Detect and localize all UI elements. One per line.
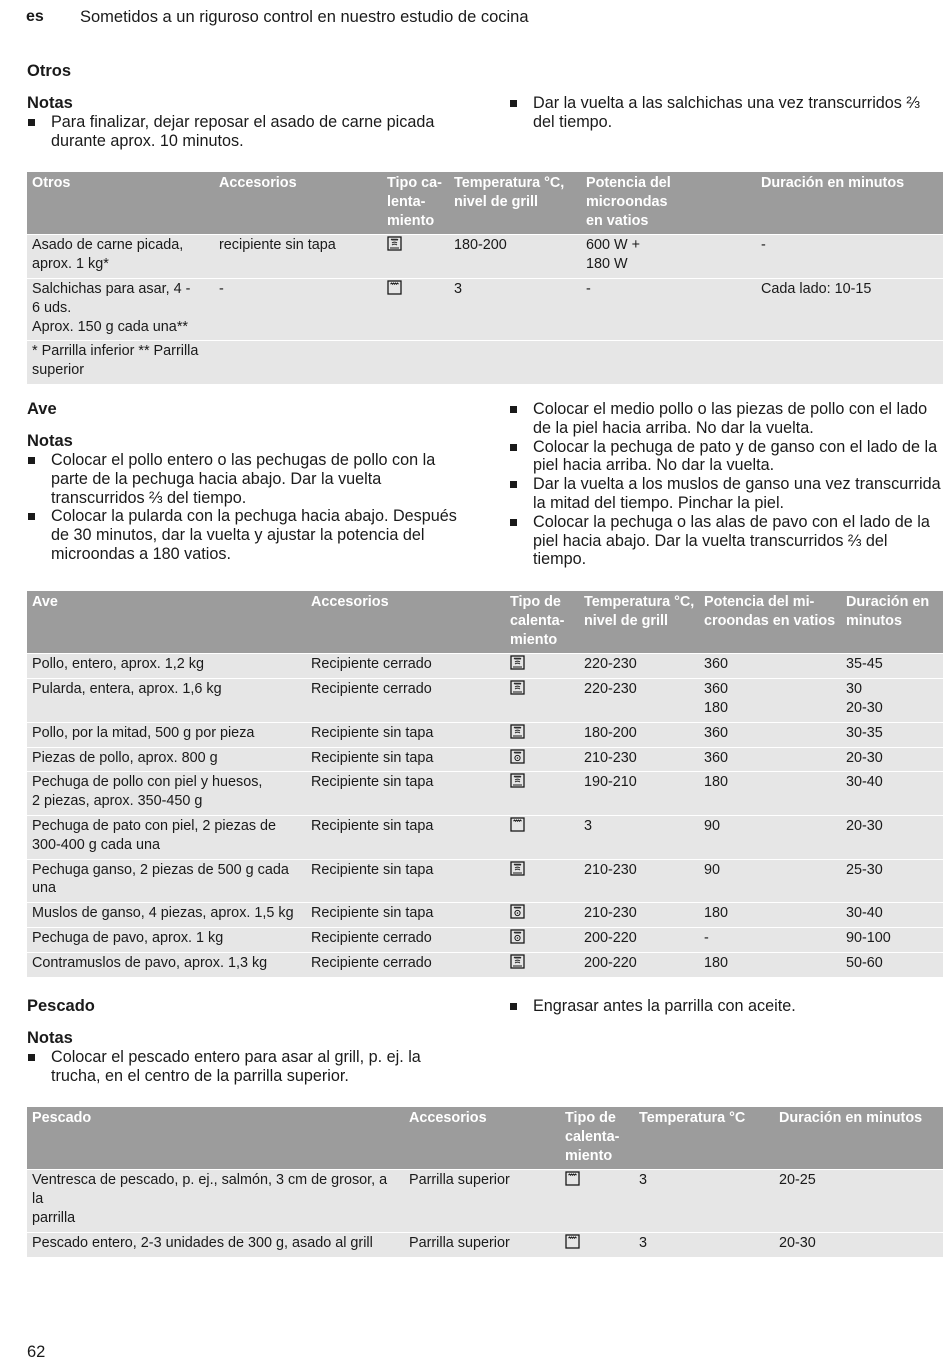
cell-acc: recipiente sin tapa: [214, 235, 382, 279]
column-header: Temperatura °C: [634, 1107, 774, 1170]
cell-time: 30 20-30: [841, 679, 943, 723]
section-title-ave: Ave: [27, 400, 57, 418]
page-number: 62: [27, 1343, 46, 1361]
heating-type-cell: [560, 1232, 634, 1256]
cell-power: 360: [699, 747, 841, 772]
column-header: Duración en minutos: [841, 591, 943, 654]
heating-type-cell: [505, 952, 579, 976]
cell-power: 600 W + 180 W: [581, 235, 756, 279]
cell-name: Pechuga de pavo, aprox. 1 kg: [27, 927, 306, 952]
table-row: [27, 1232, 943, 1256]
heating-type-cell: [505, 927, 579, 952]
notes-title-ave: Notas: [27, 432, 73, 450]
cell-name: Pularda, entera, aprox. 1,6 kg: [27, 679, 306, 723]
combined-heat-icon: [510, 725, 525, 741]
cell-temp: 210-230: [579, 859, 699, 903]
cell-time: 30-40: [841, 903, 943, 928]
cell-name: Pescado entero, 2-3 unidades de 300 g, asado al grill: [27, 1232, 404, 1256]
cell-name: Pollo, entero, aprox. 1,2 kg: [27, 654, 306, 679]
cell-power: 180: [699, 772, 841, 816]
note-item: Colocar el pescado entero para asar al grill, p. ej. la trucha, en el centro de la parrilla superior.: [27, 1048, 462, 1086]
table-row: [27, 927, 943, 952]
combined-heat-icon: [510, 955, 525, 971]
cell-time: 30-35: [841, 722, 943, 747]
page-header-title: Sometidos a un riguroso control en nuestro estudio de cocina: [80, 8, 529, 26]
note-item: Colocar el medio pollo o las piezas de pollo con el lado de la piel hacia arriba. No dar la vuelta.: [509, 400, 941, 438]
column-header: Potencia del mi- croondas en vatios: [699, 591, 841, 654]
table-row: [27, 772, 943, 816]
note-item: Dar la vuelta a las salchichas una vez transcurridos ⅔ del tiempo.: [509, 94, 939, 132]
cell-time: 50-60: [841, 952, 943, 976]
cell-temp: 200-220: [579, 952, 699, 976]
cell-name: Piezas de pollo, aprox. 800 g: [27, 747, 306, 772]
section-title-pescado: Pescado: [27, 997, 95, 1015]
grill-icon: [387, 281, 402, 297]
cell-acc: Recipiente cerrado: [306, 952, 505, 976]
table-row: [27, 235, 943, 279]
column-header: Temperatura °C, nivel de grill: [449, 172, 581, 235]
cell-name: Pechuga de pato con piel, 2 piezas de 300-400 g cada una: [27, 815, 306, 859]
table-pescado: [27, 1107, 943, 1257]
cell-acc: Recipiente cerrado: [306, 679, 505, 723]
cell-name: Ventresca de pescado, p. ej., salmón, 3 cm de grosor, a la parrilla: [27, 1170, 404, 1232]
cell-acc: Recipiente cerrado: [306, 654, 505, 679]
cell-power: 90: [699, 815, 841, 859]
cell-acc: Recipiente sin tapa: [306, 722, 505, 747]
cell-temp: 180-200: [579, 722, 699, 747]
column-header: Pescado: [27, 1107, 404, 1170]
section-title-otros: Otros: [27, 62, 72, 80]
combined-heat-icon: [510, 656, 525, 672]
heating-type-cell: [505, 903, 579, 928]
heating-type-cell: [382, 235, 449, 279]
cell-power: 360 180: [699, 679, 841, 723]
cell-power: -: [581, 278, 756, 340]
cell-time: Cada lado: 10-15: [756, 278, 943, 340]
cell-temp: 210-230: [579, 747, 699, 772]
column-header: Duración en minutos: [756, 172, 943, 235]
column-header: Otros: [27, 172, 214, 235]
cell-name: Muslos de ganso, 4 piezas, aprox. 1,5 kg: [27, 903, 306, 928]
cell-temp: 200-220: [579, 927, 699, 952]
combined-heat-icon: [510, 862, 525, 878]
cell-power: -: [699, 927, 841, 952]
heating-type-cell: [505, 679, 579, 723]
note-item: Colocar la pechuga de pato y de ganso con el lado de la piel hacia arriba. No dar la vuelta.: [509, 438, 941, 476]
cell-acc: Recipiente sin tapa: [306, 747, 505, 772]
column-header: Accesorios: [306, 591, 505, 654]
cell-time: 35-45: [841, 654, 943, 679]
grill-icon: [510, 818, 525, 834]
column-header: Tipo de calenta- miento: [505, 591, 579, 654]
table-row: [27, 654, 943, 679]
cell-name: Salchichas para asar, 4 - 6 uds. Aprox. 150 g cada una**: [27, 278, 214, 340]
table-row: [27, 952, 943, 976]
cell-name: Pollo, por la mitad, 500 g por pieza: [27, 722, 306, 747]
cell-temp: 210-230: [579, 903, 699, 928]
cell-acc: Recipiente sin tapa: [306, 903, 505, 928]
cell-temp: 3: [579, 815, 699, 859]
table-footnote-row: [27, 341, 943, 384]
heating-type-cell: [560, 1170, 634, 1232]
column-header: Accesorios: [404, 1107, 560, 1170]
heating-type-cell: [382, 278, 449, 340]
table-otros: [27, 172, 943, 384]
cell-temp: 3: [634, 1232, 774, 1256]
fan-grill-icon: [510, 750, 525, 766]
cell-acc: Recipiente sin tapa: [306, 772, 505, 816]
table-footnote-spacer: [214, 341, 943, 384]
grill-icon: [565, 1172, 580, 1188]
cell-time: 20-25: [774, 1170, 943, 1232]
cell-temp: 190-210: [579, 772, 699, 816]
fan-grill-icon: [510, 930, 525, 946]
cell-temp: 180-200: [449, 235, 581, 279]
notes-title-otros: Notas: [27, 94, 73, 112]
column-header: Tipo ca- lenta- miento: [382, 172, 449, 235]
table-footnote: * Parrilla inferior ** Parrilla superior: [27, 341, 214, 384]
table-row: [27, 859, 943, 903]
column-header: Potencia del microondas en vatios: [581, 172, 756, 235]
table-row: [27, 1170, 943, 1232]
notes-list-ave-left: [27, 451, 462, 564]
table-row: [27, 278, 943, 340]
column-header: Temperatura °C, nivel de grill: [579, 591, 699, 654]
table-row: [27, 747, 943, 772]
cell-acc: Recipiente sin tapa: [306, 815, 505, 859]
cell-power: 360: [699, 722, 841, 747]
column-header: Tipo de calenta- miento: [560, 1107, 634, 1170]
cell-acc: Recipiente sin tapa: [306, 859, 505, 903]
cell-acc: -: [214, 278, 382, 340]
cell-power: 90: [699, 859, 841, 903]
cell-name: Pechuga de pollo con piel y huesos, 2 piezas, aprox. 350-450 g: [27, 772, 306, 816]
cell-name: Asado de carne picada, aprox. 1 kg*: [27, 235, 214, 279]
cell-acc: Recipiente cerrado: [306, 927, 505, 952]
table-row: [27, 903, 943, 928]
notes-title-pescado: Notas: [27, 1029, 73, 1047]
table-row: [27, 679, 943, 723]
table-row: [27, 722, 943, 747]
cell-acc: Parrilla superior: [404, 1232, 560, 1256]
combined-heat-icon: [510, 681, 525, 697]
table-row: [27, 815, 943, 859]
note-item: Para finalizar, dejar reposar el asado de carne picada durante aprox. 10 minutos.: [27, 113, 447, 151]
heating-type-cell: [505, 722, 579, 747]
heating-type-cell: [505, 747, 579, 772]
note-item: Colocar la pularda con la pechuga hacia abajo. Después de 30 minutos, dar la vuelta y ajustar la potencia del microondas a 180 vatios.: [27, 507, 462, 563]
notes-list-ave-right: [509, 400, 941, 569]
cell-time: -: [756, 235, 943, 279]
notes-list-otros-right: [509, 94, 939, 132]
language-code: es: [26, 8, 44, 25]
heating-type-cell: [505, 815, 579, 859]
column-header: Ave: [27, 591, 306, 654]
fan-grill-icon: [510, 905, 525, 921]
notes-list-pescado-right: [509, 997, 941, 1016]
cell-time: 30-40: [841, 772, 943, 816]
cell-power: 180: [699, 903, 841, 928]
cell-time: 20-30: [841, 815, 943, 859]
cell-power: 180: [699, 952, 841, 976]
heating-type-cell: [505, 859, 579, 903]
cell-temp: 220-230: [579, 654, 699, 679]
combined-heat-icon: [387, 237, 402, 253]
cell-name: Pechuga ganso, 2 piezas de 500 g cada una: [27, 859, 306, 903]
cell-time: 20-30: [841, 747, 943, 772]
cell-time: 90-100: [841, 927, 943, 952]
heating-type-cell: [505, 772, 579, 816]
note-item: Engrasar antes la parrilla con aceite.: [509, 997, 941, 1016]
heating-type-cell: [505, 654, 579, 679]
table-ave: [27, 591, 943, 977]
notes-list-otros-left: [27, 113, 447, 151]
cell-temp: 220-230: [579, 679, 699, 723]
cell-temp: 3: [449, 278, 581, 340]
column-header: Accesorios: [214, 172, 382, 235]
combined-heat-icon: [510, 774, 525, 790]
notes-list-pescado-left: [27, 1048, 462, 1086]
cell-acc: Parrilla superior: [404, 1170, 560, 1232]
cell-name: Contramuslos de pavo, aprox. 1,3 kg: [27, 952, 306, 976]
cell-time: 20-30: [774, 1232, 943, 1256]
cell-power: 360: [699, 654, 841, 679]
column-header: Duración en minutos: [774, 1107, 943, 1170]
note-item: Colocar la pechuga o las alas de pavo con el lado de la piel hacia abajo. Dar la vuelta transcurridos ⅔ del tiempo.: [509, 513, 941, 569]
cell-time: 25-30: [841, 859, 943, 903]
note-item: Dar la vuelta a los muslos de ganso una vez transcurrida la mitad del tiempo. Pinchar la piel.: [509, 475, 941, 513]
note-item: Colocar el pollo entero o las pechugas de pollo con la parte de la pechuga hacia abajo. Dar la vuelta transcurridos ⅔ del tiempo.: [27, 451, 462, 507]
cell-temp: 3: [634, 1170, 774, 1232]
grill-icon: [565, 1235, 580, 1251]
